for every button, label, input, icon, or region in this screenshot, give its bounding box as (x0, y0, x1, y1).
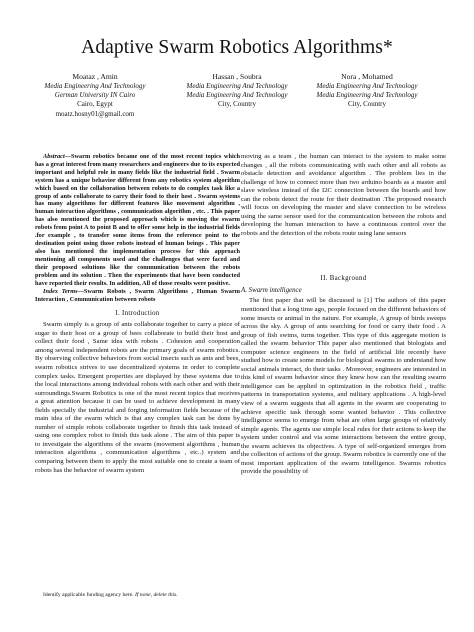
author-1 (20, 72, 170, 119)
left-column (35, 153, 240, 475)
author-name: Hassan , Soubra (212, 72, 262, 81)
background-paragraph: The first paper that will be discussed is [1] The authors of this paper mentioned that a long time ago, people focused on the different behaviors of some insects or animal in the nature. For example, A group of birds sweeps across the sky. A group of ants searching for food or carry their food . A group of fish swims, turns together. This type of this aggregate motion is called the swarm behavior This paper also mentioned that biologists and computer science engineers in the field of artificial life recently have studied how to create some models for biological swarms to understand how social animals interact, do their tasks . Moreover, engineers are interested in this kind of swarm behavior since they knew how can the resulting swarm intelligence can be applied in optimization in the robotics field , traffic patterns in transportation systems, and military applications . A high-level view of a swarm suggests that all agents in the swarm are cooperating to achieve specific task through some wanted behavior . This collective intelligence seems to emerge from what are often large groups of relatively simple agents. The agents use simple local rules for their actions to keep the system under control and via some interactions between the entire group, the swarm achieves its objectives. A type of self-organized emerges from the collection of actions of the group. Swarm robotics is currently one of the most important application of the swarm intelligence. Swarms robotics provide the possibility of (241, 297, 446, 476)
author-affiliation: Media Engineering And Technology (316, 91, 418, 99)
author-name: Nora , Mohamed (341, 72, 393, 81)
author-name: Moataz , Amin (72, 72, 118, 81)
author-affiliation: Media Engineering And Technology (186, 91, 288, 99)
footnote-text: Identify applicable funding agency here. (43, 592, 135, 598)
subsection-heading-swarm-intelligence: A. Swarm intelligence (241, 287, 302, 295)
introduction-paragraph: Swarm simply is a group of ants collaborate together to carry a piece of sugar to their host or a group of bees collaborate to build their host and collect their food , Same idea with robots . Cohesion and cooperation among several independent robots are the primary goals of swarm robotics. By observing collective behaviors from social insects such as ants and bees, swarm robotics strives to use decentralized systems in order to complete complex tasks. Emergent properties are displayed by these systems due to the local interactions among individual robots with each other and with their surroundings.Swarm Robotics is one of the most recent topics that receives a great attention because it can be used to achieve development in many fields specially the industrial and forging information fields because of the main idea of the swarm which is that any complex task can be done by number of simple robots collaborate together to finish this task instead of using one complex robot to finish this task alone . The aim of this paper is to investigate the algorithms of the swarm (movement algorithms , human interaction algorithms , communication algorithms , etc..) system and comparing between them to apply the most suitable one to create a team of robots has the behavior of swarm system (35, 321, 240, 474)
continued-paragraph: moving as a team , the human can interact to the system to make some changes , all the robots communicating with each other and all robots as obstacle detection and avoidance algorithm . The problem lies in the challenge of how to connect more than two arduino boards as a master and slave wireless instead of the I2C connection between the boards and how can the robots detect the route for their destination .The proposed research will focus on developing the master and slave connection to be wireless using the same sensor used for the communication between the robots and developing the human interaction to have a continuous control over the robots and the detection of the robots route using lane sensors (241, 153, 446, 237)
author-2 (162, 72, 312, 110)
author-3 (292, 72, 442, 110)
index-terms-label: Index Terms (43, 288, 78, 296)
author-location: City, Country (347, 100, 387, 109)
abstract (35, 153, 240, 287)
funding-footnote (35, 592, 240, 599)
abstract-label: Abstract (43, 153, 65, 160)
author-affiliation: German University IN Cairo (54, 91, 136, 99)
author-location: City, Country (217, 100, 257, 109)
author-block (20, 72, 454, 128)
author-affiliation: Media Engineering And Technology (186, 81, 288, 90)
abstract-text: —Swarm robotics became one of the most recent topics which has a great interest from many researchers and engineers due to its expected important and helpful role in many fields like the industrial field . Swarm system has a unique behavior different from any robotics system algorithm which based on the collaboration between robots to do complex task like a group of ants collaborate to carry their food to their host . Swarm systems has many algorithms for different features like movement algorithm , human interaction algorithms , communication algorithm , etc. . This paper has also mentioned the proposed approach which is moving the swarm robots from point A to point B and to offer some help in the industrial fields .for example , to transfer some items from the reference point to the destination point using those robots instead of human beings . This paper also has mentioned the implementation process for this approach mentioning all components used and the challenges that were faced and their proposed solutions like the communication between the robots problem and its solution . Then the experiments that have been conducted have reported their results. In addition, All of those results were positive. (35, 153, 240, 287)
author-affiliation: Media Engineering And Technology (316, 81, 418, 90)
paper-title: Adaptive Swarm Robotics Algorithms* (81, 37, 393, 58)
author-location: Cairo, Egypt (77, 100, 113, 109)
footnote-instruction: If none, delete this. (134, 592, 178, 598)
index-terms (35, 288, 240, 304)
right-column (241, 153, 446, 477)
index-terms-text: —Swarm Robots , Swarm Algorithms , Human Swarm Interaction , Communication between robots (35, 288, 240, 304)
section-heading-background: II. Background (320, 275, 367, 283)
author-email: moatz.hosny01@gmail.com (55, 109, 135, 118)
author-affiliation: Media Engineering And Technology (44, 81, 146, 90)
section-heading-introduction: I. Introduction (115, 310, 160, 318)
